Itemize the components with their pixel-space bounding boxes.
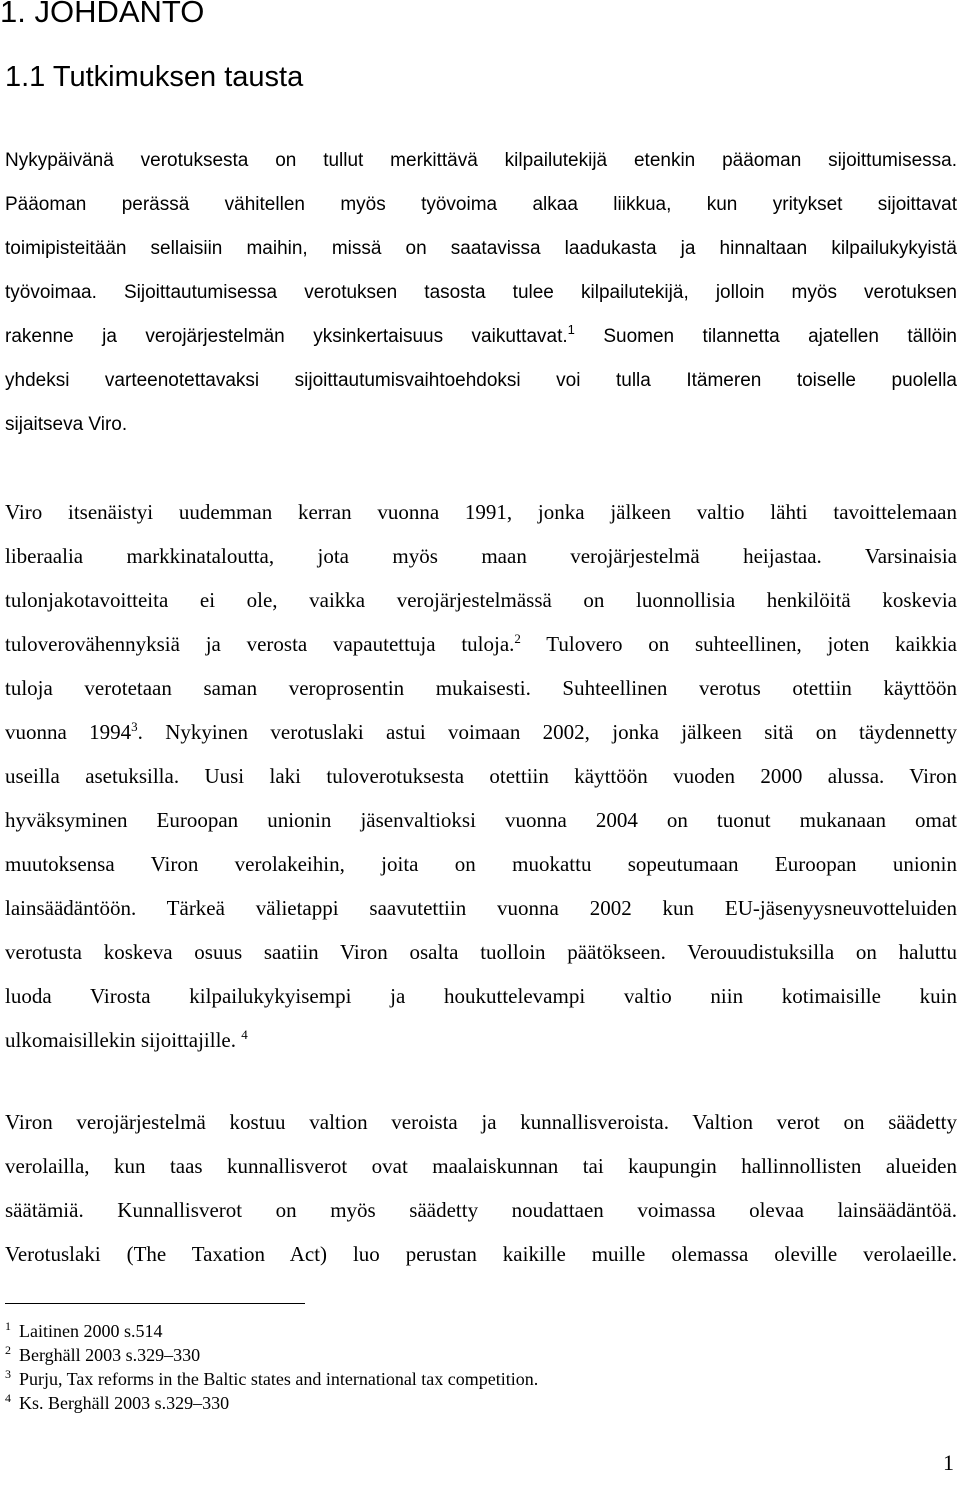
text-line xyxy=(5,622,957,666)
text-span: vuonna 1994 xyxy=(5,720,132,744)
footnote-divider xyxy=(5,1303,305,1304)
text-line: työvoimaa. Sijoittautumisessa verotuksen tasosta tulee kilpailutekijä, jolloin myös verotuksen xyxy=(5,282,957,303)
footnote-ref: 3 xyxy=(131,719,138,734)
text-line: lainsäädäntöön. Tärkeä välietappi saavutettiin vuonna 2002 kun EU-jäsenyysneuvotteluiden xyxy=(5,896,957,920)
footnote-ref: 1 xyxy=(567,322,575,337)
paragraph-2 xyxy=(5,490,957,1062)
text-line: muutoksensa Viron verolakeihin, joita on muokattu sopeutumaan Euroopan unionin xyxy=(5,852,957,876)
text-line: toimipisteitään sellaisiin maihin, missä on saatavissa laadukasta ja hinnaltaan kilpailukykyistä xyxy=(5,238,957,259)
text-line: yhdeksi varteenotettavaksi sijoittautumisvaihtoehdoksi voi tulla Itämeren toiselle puolella xyxy=(5,370,957,391)
footnote: 1 Laitinen 2000 s.514 xyxy=(5,1319,163,1341)
paragraph-1 xyxy=(5,139,957,447)
footnote-ref: 2 xyxy=(514,631,521,646)
text-line xyxy=(5,710,957,754)
text-line: tuloja verotetaan saman veroprosentin mukaisesti. Suhteellinen verotus otettiin käyttöön xyxy=(5,676,957,700)
text-line: Pääoman perässä vähitellen myös työvoima alkaa liikkua, kun yritykset sijoittavat xyxy=(5,194,957,215)
text-span: tuloverovähennyksiä ja verosta vapautettuja tuloja. xyxy=(5,632,515,656)
footnote: 2 Berghäll 2003 s.329–330 xyxy=(5,1343,201,1365)
footnote-text: Ks. Berghäll 2003 s.329–330 xyxy=(19,1393,230,1413)
footnote-text: Berghäll 2003 s.329–330 xyxy=(19,1345,201,1365)
text-span: . Nykyinen verotuslaki astui voimaan 2002, jonka jälkeen sitä on täydennetty xyxy=(137,720,957,744)
text-line: säätämiä. Kunnallisverot on myös säädetty noudattaen voimassa olevaa lainsäädäntöä. xyxy=(5,1198,957,1222)
text-line xyxy=(5,315,957,359)
footnote-text: Laitinen 2000 s.514 xyxy=(19,1321,163,1341)
page-number: 1 xyxy=(943,1450,954,1475)
text-line: liberaalia markkinataloutta, jota myös maan verojärjestelmä heijastaa. Varsinaisia xyxy=(5,544,957,568)
text-line: Viron verojärjestelmä kostuu valtion veroista ja kunnallisveroista. Valtion verot on säädetty xyxy=(5,1110,957,1134)
paragraph-3 xyxy=(5,1100,957,1276)
text-line: verotusta koskeva osuus saatiin Viron osalta tuolloin päätökseen. Verouudistuksilla on haluttu xyxy=(5,940,957,964)
text-span: Tulovero on suhteellinen, joten kaikkia xyxy=(520,632,957,656)
text-line: Nykypäivänä verotuksesta on tullut merkittävä kilpailutekijä etenkin pääoman sijoittumisessa. xyxy=(5,150,957,171)
footnote-text: Purju, Tax reforms in the Baltic states and international tax competition. xyxy=(19,1369,539,1389)
chapter-heading: 1. JOHDANTO xyxy=(0,0,205,29)
text-line: luoda Virosta kilpailukykyisempi ja houkuttelevampi valtio niin kotimaisille kuin xyxy=(5,984,957,1008)
text-line: Verotuslaki (The Taxation Act) luo perustan kaikille muille olemassa oleville verolaeille. xyxy=(5,1242,957,1266)
text-line: sijaitseva Viro. xyxy=(5,414,128,435)
text-line: useilla asetuksilla. Uusi laki tuloverotuksesta otettiin käyttöön vuoden 2000 alussa. Viron xyxy=(5,764,957,788)
footnote: 3 Purju, Tax reforms in the Baltic states and international tax competition. xyxy=(5,1367,539,1389)
footnote: 4 Ks. Berghäll 2003 s.329–330 xyxy=(5,1391,230,1413)
footnote-ref: 4 xyxy=(241,1027,248,1042)
text-span: rakenne ja verojärjestelmän yksinkertaisuus vaikuttavat. xyxy=(5,326,568,347)
section-heading: 1.1 Tutkimuksen tausta xyxy=(5,61,304,93)
text-line: verolailla, kun taas kunnallisverot ovat maalaiskunnan tai kaupungin hallinnollisten alueiden xyxy=(5,1154,957,1178)
text-span: Suomen tilannetta ajatellen tällöin xyxy=(574,326,957,347)
text-line: hyväksyminen Euroopan unionin jäsenvaltioksi vuonna 2004 on tuonut mukanaan omat xyxy=(5,808,957,832)
text-line xyxy=(5,1018,957,1062)
text-span: ulkomaisillekin sijoittajille. xyxy=(5,1028,242,1052)
text-line: tulonjakotavoitteita ei ole, vaikka verojärjestelmässä on luonnollisia henkilöitä koskevia xyxy=(5,588,957,612)
text-line: Viro itsenäistyi uudemman kerran vuonna 1991, jonka jälkeen valtio lähti tavoittelemaan xyxy=(5,500,957,524)
